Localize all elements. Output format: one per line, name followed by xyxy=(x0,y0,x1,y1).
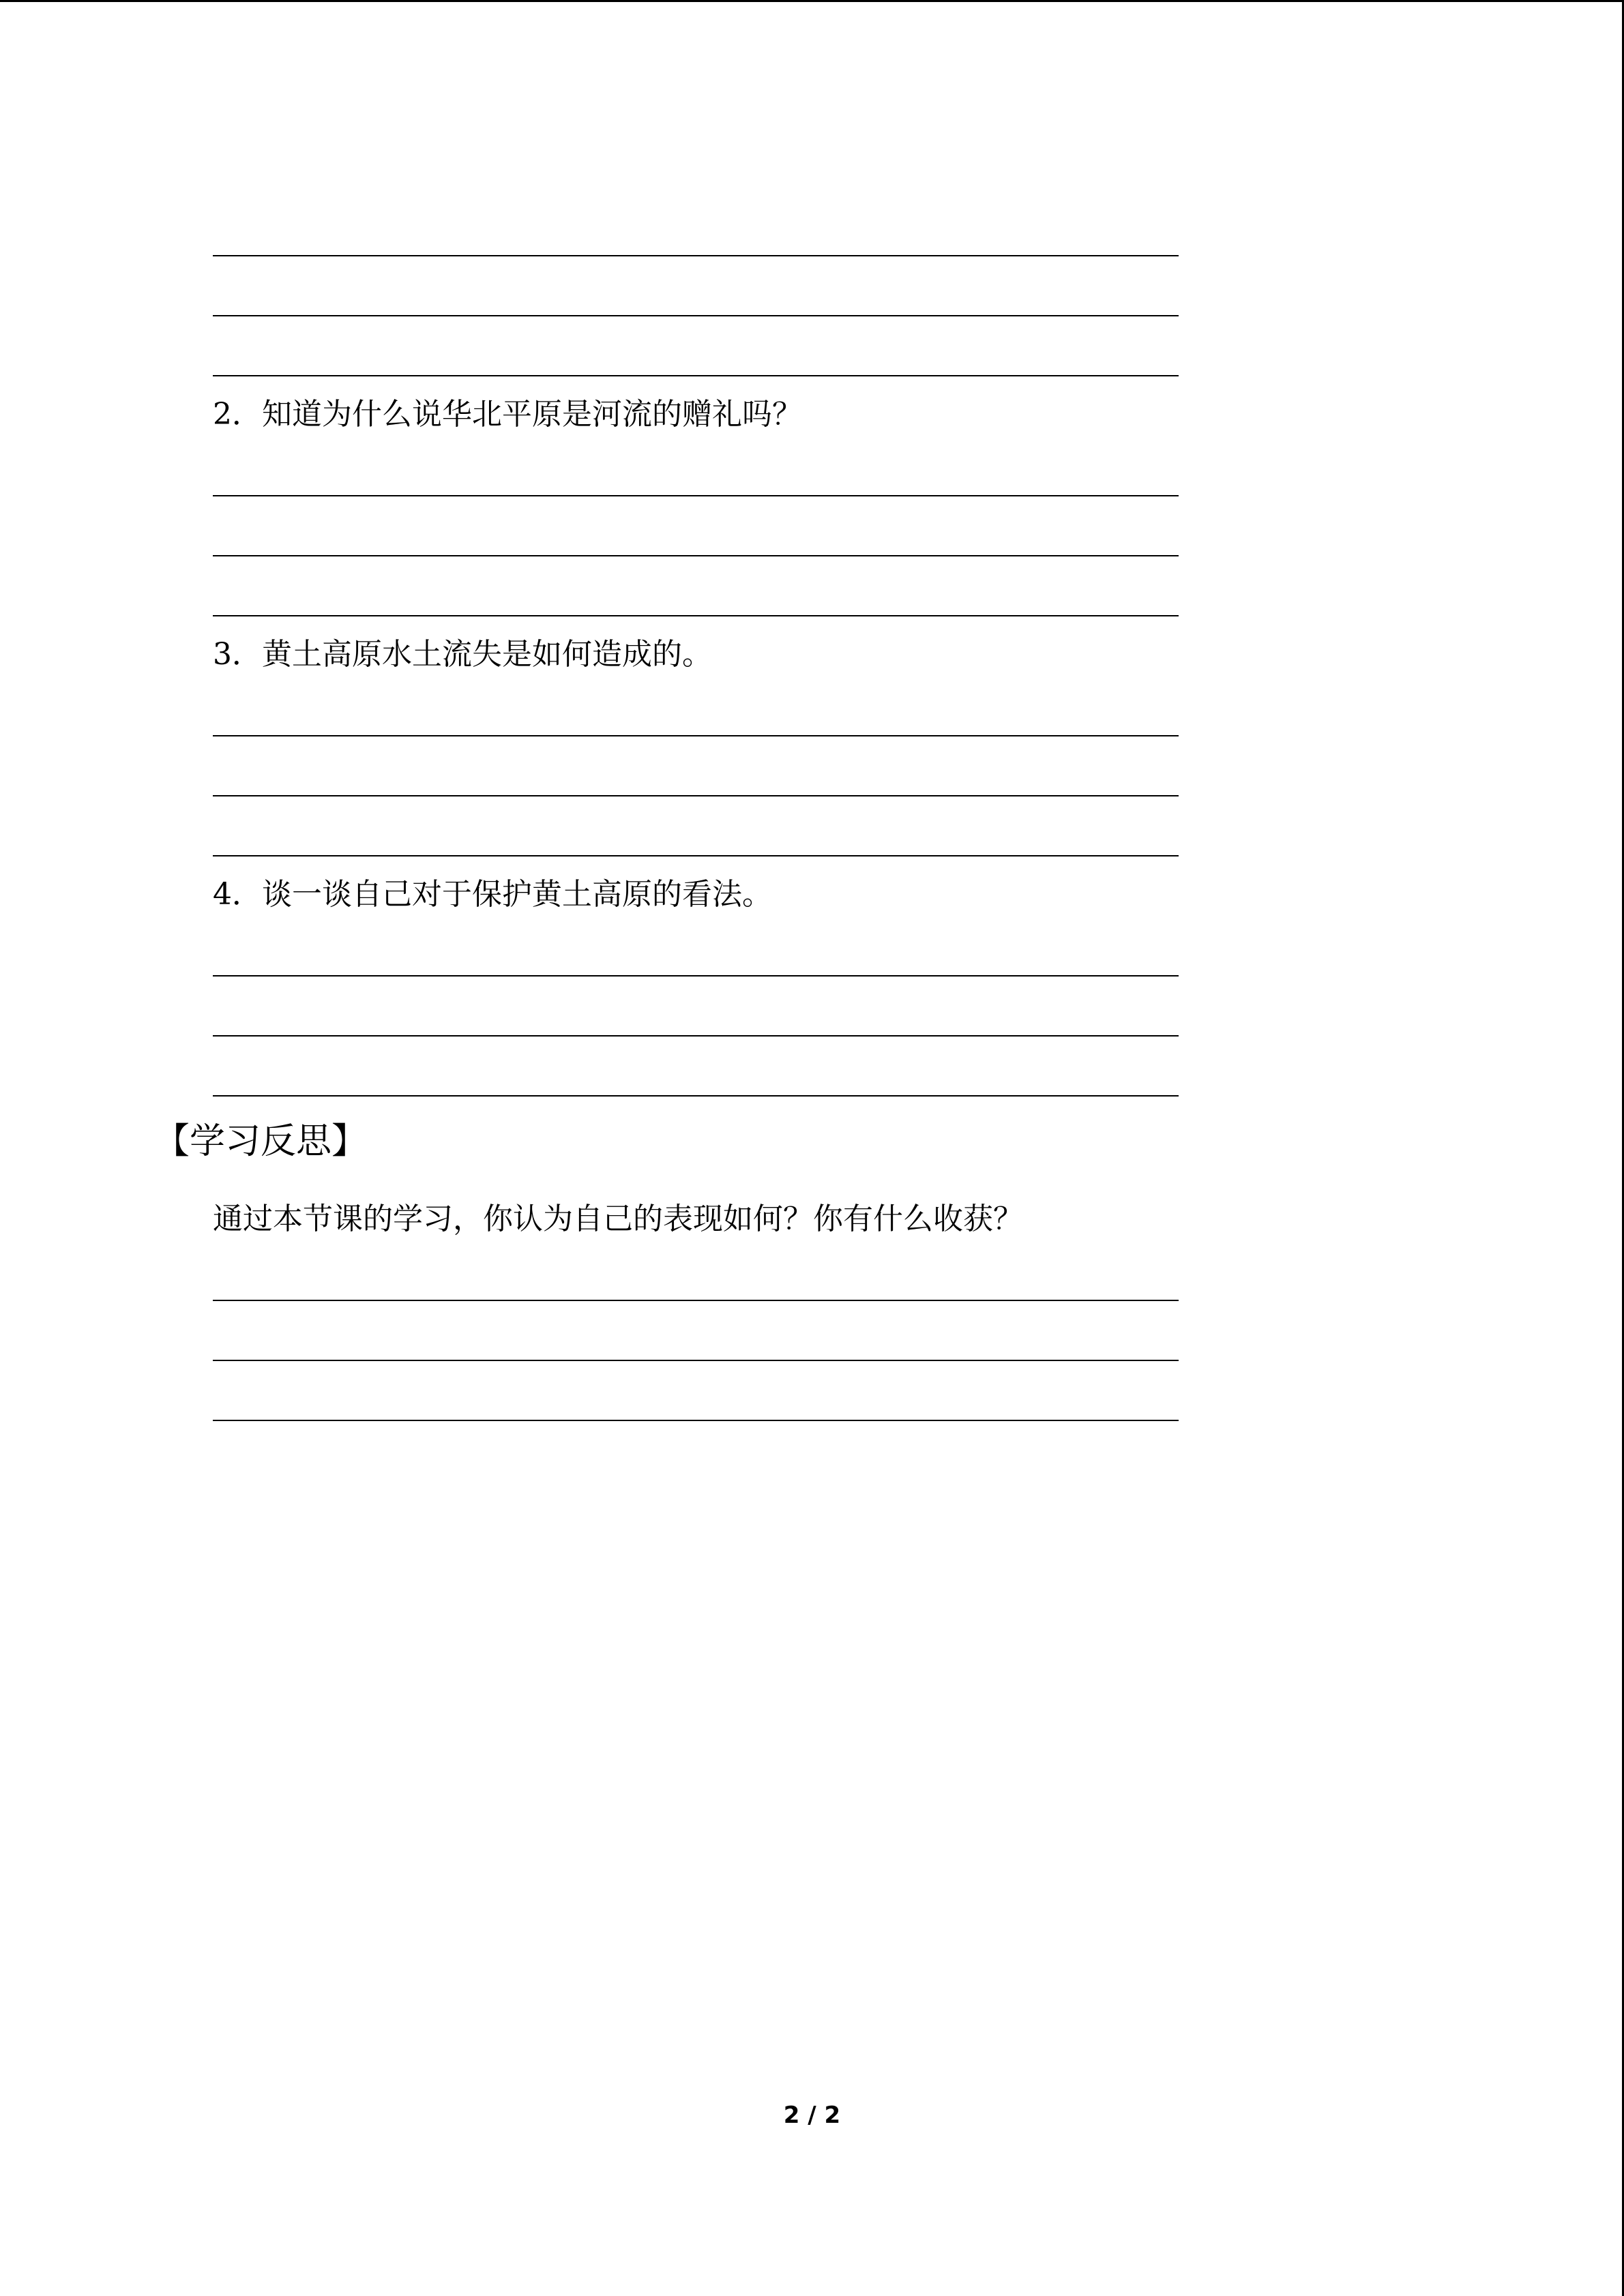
answer-line xyxy=(213,495,1179,496)
answer-line xyxy=(213,855,1179,856)
answer-line xyxy=(213,255,1179,256)
question-2 xyxy=(213,394,802,435)
answer-line xyxy=(213,1360,1179,1361)
answer-line xyxy=(213,795,1179,796)
question-text: 谈一谈自己对于保护黄土高原的看法。 xyxy=(262,877,772,912)
question-3 xyxy=(213,634,712,675)
question-number: 3． xyxy=(213,637,262,672)
section-title-reflection: 【学习反思】 xyxy=(154,1121,368,1162)
question-text: 黄土高原水土流失是如何造成的。 xyxy=(262,637,712,672)
answer-line xyxy=(213,615,1179,616)
question-number: 2． xyxy=(213,397,262,432)
question-4 xyxy=(213,874,772,915)
question-number: 4． xyxy=(213,877,262,912)
page-number: 2 / 2 xyxy=(783,2102,841,2129)
reflection-prompt: 通过本节课的学习，你认为自己的表现如何？你有什么收获？ xyxy=(213,1202,1023,1236)
answer-line xyxy=(213,555,1179,556)
answer-line xyxy=(213,735,1179,736)
answer-line xyxy=(213,975,1179,976)
answer-line xyxy=(213,375,1179,376)
question-text: 知道为什么说华北平原是河流的赠礼吗？ xyxy=(262,397,802,432)
answer-line xyxy=(213,315,1179,316)
answer-line xyxy=(213,1420,1179,1421)
answer-line xyxy=(213,1095,1179,1097)
answer-line xyxy=(213,1035,1179,1037)
answer-line xyxy=(213,1300,1179,1301)
